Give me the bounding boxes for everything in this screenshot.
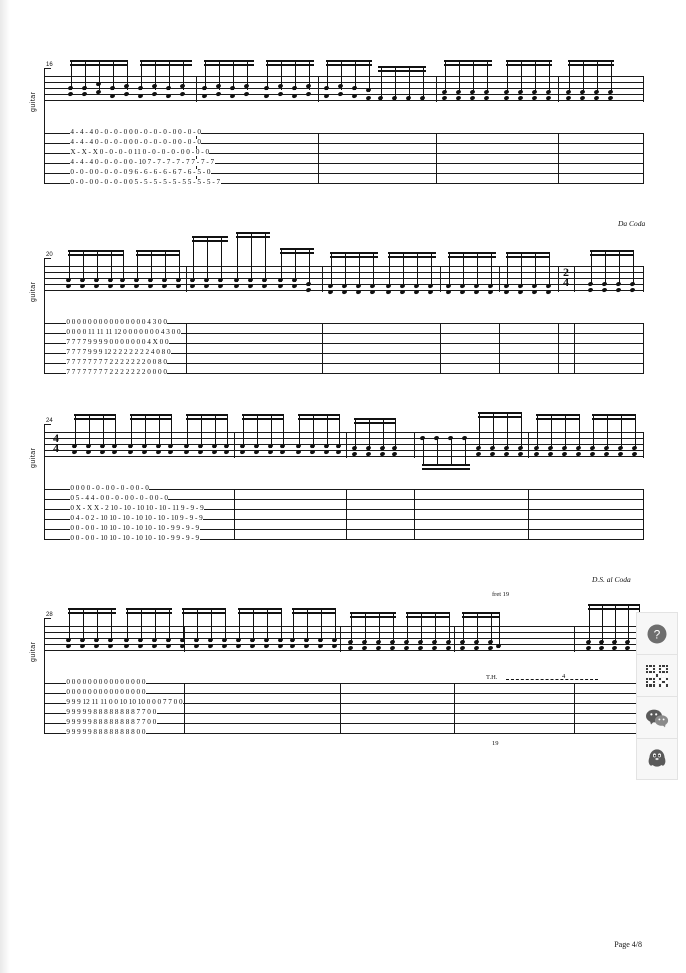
tab-row-text: 9 9 9 9 9 8 8 8 8 8 8 8 8 7 7 0 0 xyxy=(66,718,157,726)
instrument-label-3: guitar xyxy=(30,447,37,468)
tab-row-text: 4 - 4 - 4 0 - 0 - 0 - 0 0 - 10 7 - 7 - 7 - 7 - 7 7 - 7 - 7 xyxy=(70,158,215,166)
wechat-share-button[interactable] xyxy=(636,696,678,738)
tab-row-text: 0 X - X X - 2 10 - 10 - 10 10 - 10 - 11 9 - 9 - 9 xyxy=(70,504,204,512)
tab-row-text: 0 0 - 0 0 - 10 10 - 10 - 10 10 - 10 - 9 9 - 9 - 9 xyxy=(70,534,200,542)
tab-row-text: 4 - 4 - 4 0 - 0 - 0 - 0 0 0 - 0 - 0 - 0 - 0 0 - 0 - 0 xyxy=(70,138,201,146)
instrument-label-2: guitar xyxy=(30,281,37,302)
tab-row-text: 0 0 0 0 0 0 0 0 0 0 0 0 0 0 0 xyxy=(66,688,146,696)
qq-penguin-icon xyxy=(647,748,667,770)
tab-row-text: 0 4 - 0 2 - 10 10 - 10 - 10 10 - 10 - 10 9 - 9 - 9 xyxy=(70,514,203,522)
measure-number-1: 16 xyxy=(46,62,53,68)
beam xyxy=(568,60,614,62)
floating-share-toolbar[interactable] xyxy=(636,612,678,780)
beam xyxy=(506,60,552,62)
beam xyxy=(444,60,492,62)
tab-row-text: 0 - 0 - 0 0 - 0 - 0 - 0 9 6 - 6 - 6 - 6 - 6 7 - 6 - 5 - 0 xyxy=(70,168,211,176)
time-signature-numerator: 2 xyxy=(563,265,569,279)
instrument-label-1: guitar xyxy=(30,91,37,112)
time-signature-denominator: 4 xyxy=(563,275,569,289)
tab-row-text: 0 0 0 0 - 0 - 0 0 - 0 - 0 0 - 0 xyxy=(70,484,149,492)
question-mark-icon xyxy=(646,623,668,645)
tab-row-text: 4 - 4 - 4 0 - 0 - 0 - 0 0 0 - 0 - 0 - 0 - 0 0 - 0 - 0 xyxy=(70,128,201,136)
tab-row-text: 7 7 7 7 9 9 9 9 0 0 0 0 0 0 0 4 X 0 0 xyxy=(66,338,169,346)
beam xyxy=(568,64,614,66)
tab-row-text: 0 0 0 0 0 0 0 0 0 0 0 0 0 0 0 xyxy=(66,678,146,686)
time-signature-2 xyxy=(560,267,572,287)
beam xyxy=(506,64,552,66)
annotation-fret-number-19: 19 xyxy=(492,740,499,747)
time-signature-3 xyxy=(50,433,62,453)
page-number-footer: Page 4/8 xyxy=(614,940,642,949)
annotation-da-coda: Da Coda xyxy=(618,219,646,228)
svg-text:?: ? xyxy=(653,627,661,641)
tap-harmonic-dashline xyxy=(506,679,598,680)
tab-row-text: 0 5 - 4 4 - 0 0 - 0 - 0 0 - 0 - 0 0 - 0 xyxy=(70,494,169,502)
qq-share-button[interactable] xyxy=(636,738,678,780)
beam xyxy=(140,60,192,62)
tab-row-text: 0 - 0 - 0 0 - 0 - 0 - 0 0 5 - 5 - 5 - 5 - 5 - 5 5 - 5 - 5 - 7 xyxy=(70,178,221,186)
beam xyxy=(326,64,372,66)
beam xyxy=(326,60,372,62)
beam xyxy=(378,70,426,72)
beam xyxy=(378,66,426,68)
beam xyxy=(140,64,192,66)
tab-row-text: 0 0 0 0 0 0 0 0 0 0 0 0 0 0 0 4 3 0 0 xyxy=(66,318,168,326)
tab-row-text: 7 7 7 7 7 7 7 7 2 2 2 2 2 2 2 0 0 0 0 xyxy=(66,368,168,376)
tab-row-text: 9 9 9 9 9 8 8 8 8 8 8 8 8 0 0 xyxy=(66,728,146,736)
beam xyxy=(444,64,492,66)
beam xyxy=(266,64,314,66)
time-signature-numerator: 4 xyxy=(53,431,59,445)
annotation-fret-19: fret 19 xyxy=(492,591,510,598)
tab-row-text: 0 0 - 0 0 - 10 10 - 10 - 10 10 - 10 - 9 9 - 9 - 9 xyxy=(70,524,200,532)
page-edge-shadow xyxy=(0,0,10,973)
annotation-ds-al-coda: D.S. al Coda xyxy=(592,575,631,584)
system-brace-top-1 xyxy=(44,68,51,69)
measure-number-4: 28 xyxy=(46,612,53,618)
tab-row-text: 0 0 0 0 11 11 11 12 0 0 0 0 0 0 0 4 3 0 0 xyxy=(66,328,181,336)
notation-staff-1 xyxy=(44,76,644,102)
instrument-label-4: guitar xyxy=(30,641,37,662)
tab-row-text: 9 9 9 9 9 8 8 8 8 8 8 8 8 7 7 0 0 xyxy=(66,708,157,716)
beam xyxy=(266,60,314,62)
qrcode-button[interactable] xyxy=(636,654,678,696)
tab-row-text: 7 7 7 7 9 9 9 12 2 2 2 2 2 2 2 4 0 8 0 xyxy=(66,348,171,356)
qr-code-icon xyxy=(646,665,668,687)
annotation-tap-harmonic-value: 4 xyxy=(562,673,566,680)
help-button[interactable] xyxy=(636,612,678,654)
time-signature-denominator: 4 xyxy=(53,441,59,455)
notation-staff-4 xyxy=(44,626,644,652)
notation-staff-3 xyxy=(44,432,644,458)
annotation-tap-harmonic: T.H. xyxy=(486,674,498,681)
tab-row-text: 9 9 9 12 11 11 0 0 10 10 10 0 0 0 7 7 0 0 xyxy=(66,698,183,706)
measure-number-2: 20 xyxy=(46,252,53,258)
measure-number-3: 24 xyxy=(46,418,53,424)
tab-row-text: 7 7 7 7 7 7 7 7 2 2 2 2 2 2 2 0 0 8 0 xyxy=(66,358,168,366)
wechat-icon xyxy=(645,708,669,728)
tab-row-text: X - X - X 0 - 0 - 0 - 0 11 0 - 0 - 0 - 0 - 0 0 - 0 - 0 xyxy=(70,148,210,156)
